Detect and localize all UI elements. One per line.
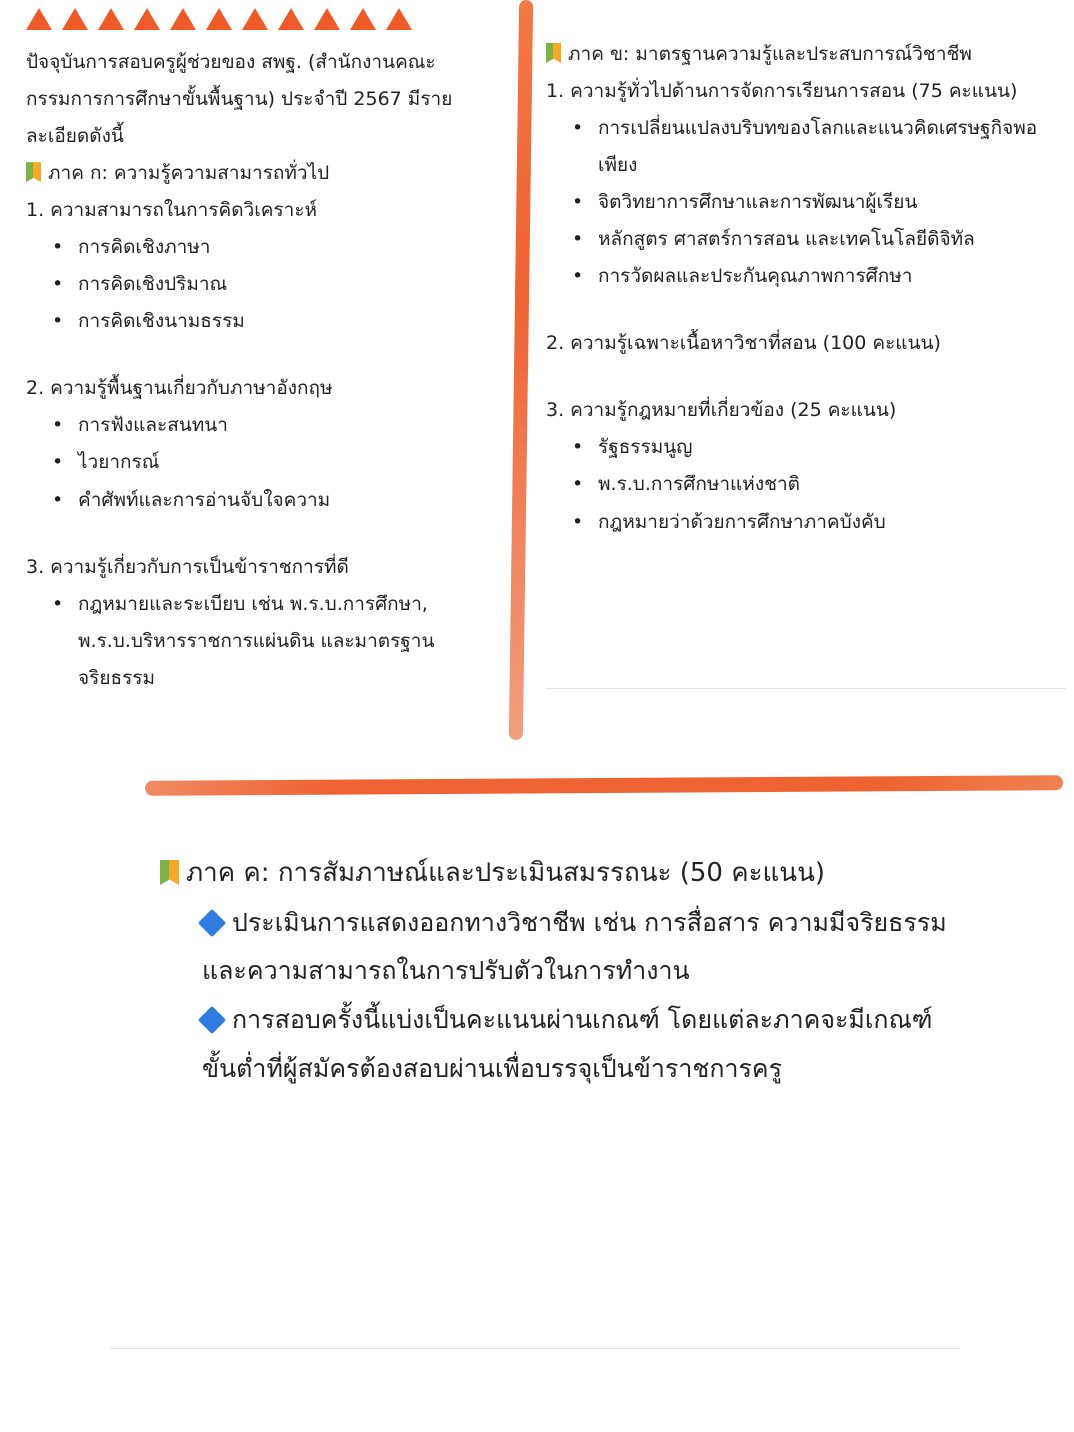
right-item1-bullets <box>546 184 1046 295</box>
bottom-rule <box>110 1348 960 1349</box>
diamond-icon <box>198 909 226 937</box>
triangle-icon <box>134 8 160 30</box>
bookmark-icon <box>546 43 561 63</box>
left-item1-bullets <box>26 229 496 340</box>
triangle-icon <box>386 8 412 30</box>
list-item: • หลักสูตร ศาสตร์การสอน และเทคโนโลยีดิจิทัล <box>598 221 1046 258</box>
right-item2-title: 2. ความรู้เฉพาะเนื้อหาวิชาที่สอน (100 คะแนน) <box>546 332 941 355</box>
right-item1-first-bullet: • การเปลี่ยนแปลงบริบทของโลกและแนวคิดเศรษฐกิจพอเพียง <box>546 110 1046 184</box>
left-column <box>26 44 496 697</box>
list-item: • ไวยากรณ์ <box>78 444 496 481</box>
spacer <box>26 519 496 549</box>
right-item3-bullets <box>546 429 1046 540</box>
section-a-title <box>26 155 496 192</box>
triangle-icon <box>98 8 124 30</box>
triangle-decoration-row <box>26 8 412 30</box>
right-item1-title: 1. ความรู้ทั่วไปด้านการจัดการเรียนการสอน (75 คะแนน) <box>546 80 1018 103</box>
list-item: • การคิดเชิงปริมาณ <box>78 266 496 303</box>
triangle-icon <box>206 8 232 30</box>
list-item: • การคิดเชิงนามธรรม <box>78 303 496 340</box>
section-c-title <box>160 848 950 899</box>
spacer <box>546 362 1046 392</box>
triangle-icon <box>278 8 304 30</box>
section-c-title-text: ภาค ค: การสัมภาษณ์และประเมินสมรรถนะ (50 คะแนน) <box>186 858 825 888</box>
vertical-divider <box>509 0 533 740</box>
triangle-icon <box>350 8 376 30</box>
list-item: • การคิดเชิงภาษา <box>78 229 496 266</box>
bookmark-icon <box>26 162 41 182</box>
right-column-rule <box>546 688 1066 689</box>
section-b-title <box>546 36 1046 73</box>
left-item1-title: 1. ความสามารถในการคิดวิเคราะห์ <box>26 199 318 222</box>
left-item3-title: 3. ความรู้เกี่ยวกับการเป็นข้าราชการที่ดี <box>26 555 349 578</box>
triangle-icon <box>170 8 196 30</box>
triangle-icon <box>242 8 268 30</box>
diamond-icon <box>198 1006 226 1034</box>
list-item: • จิตวิทยาการศึกษาและการพัฒนาผู้เรียน <box>598 184 1046 221</box>
left-item2-title: 2. ความรู้พื้นฐานเกี่ยวกับภาษาอังกฤษ <box>26 377 333 400</box>
list-item: • รัฐธรรมนูญ <box>598 429 1046 466</box>
section-c-item-2-text: การสอบครั้งนี้แบ่งเป็นคะแนนผ่านเกณฑ์ โดยแต่ละภาคจะมีเกณฑ์ขั้นต่ำที่ผู้สมัครต้องสอบผ่านเพื่อบรรจุเป็นข้าราชการครู <box>202 1005 933 1083</box>
list-item: • กฎหมายว่าด้วยการศึกษาภาคบังคับ <box>598 504 1046 541</box>
bottom-section <box>160 848 950 1094</box>
list-item: • พ.ร.บ.การศึกษาแห่งชาติ <box>598 466 1046 503</box>
section-b-title-text: ภาค ข: มาตรฐานความรู้และประสบการณ์วิชาชีพ <box>568 43 972 65</box>
section-c-item-2 <box>160 996 950 1094</box>
section-c-item-1-text: ประเมินการแสดงออกทางวิชาชีพ เช่น การสื่อสาร ความมีจริยธรรม และความสามารถในการปรับตัวในการทำงาน <box>202 907 947 986</box>
right-column <box>546 36 1046 541</box>
triangle-icon <box>62 8 88 30</box>
horizontal-divider <box>145 775 1063 796</box>
section-a-title-text: ภาค ก: ความรู้ความสามารถทั่วไป <box>48 162 330 185</box>
list-item: • การฟังและสนทนา <box>78 407 496 444</box>
section-c-item-1 <box>160 899 950 997</box>
list-item: • การวัดผลและประกันคุณภาพการศึกษา <box>598 258 1046 295</box>
spacer <box>546 295 1046 325</box>
triangle-icon <box>26 8 52 30</box>
left-item3-detail: • กฎหมายและระเบียบ เช่น พ.ร.บ.การศึกษา, พ.ร.บ.บริหารราชการแผ่นดิน และมาตรฐานจริยธรรม <box>26 586 496 697</box>
left-item2-bullets <box>26 407 496 518</box>
intro-paragraph: ปัจจุบันการสอบครูผู้ช่วยของ สพฐ. (สำนักงานคณะกรรมการการศึกษาขั้นพื้นฐาน) ประจำปี 2567 มีรายละเอียดดังนี้ <box>26 51 453 148</box>
right-item3-title: 3. ความรู้กฎหมายที่เกี่ยวข้อง (25 คะแนน) <box>546 399 897 422</box>
spacer <box>26 340 496 370</box>
list-item: • คำศัพท์และการอ่านจับใจความ <box>78 482 496 519</box>
bookmark-icon <box>160 860 179 885</box>
triangle-icon <box>314 8 340 30</box>
